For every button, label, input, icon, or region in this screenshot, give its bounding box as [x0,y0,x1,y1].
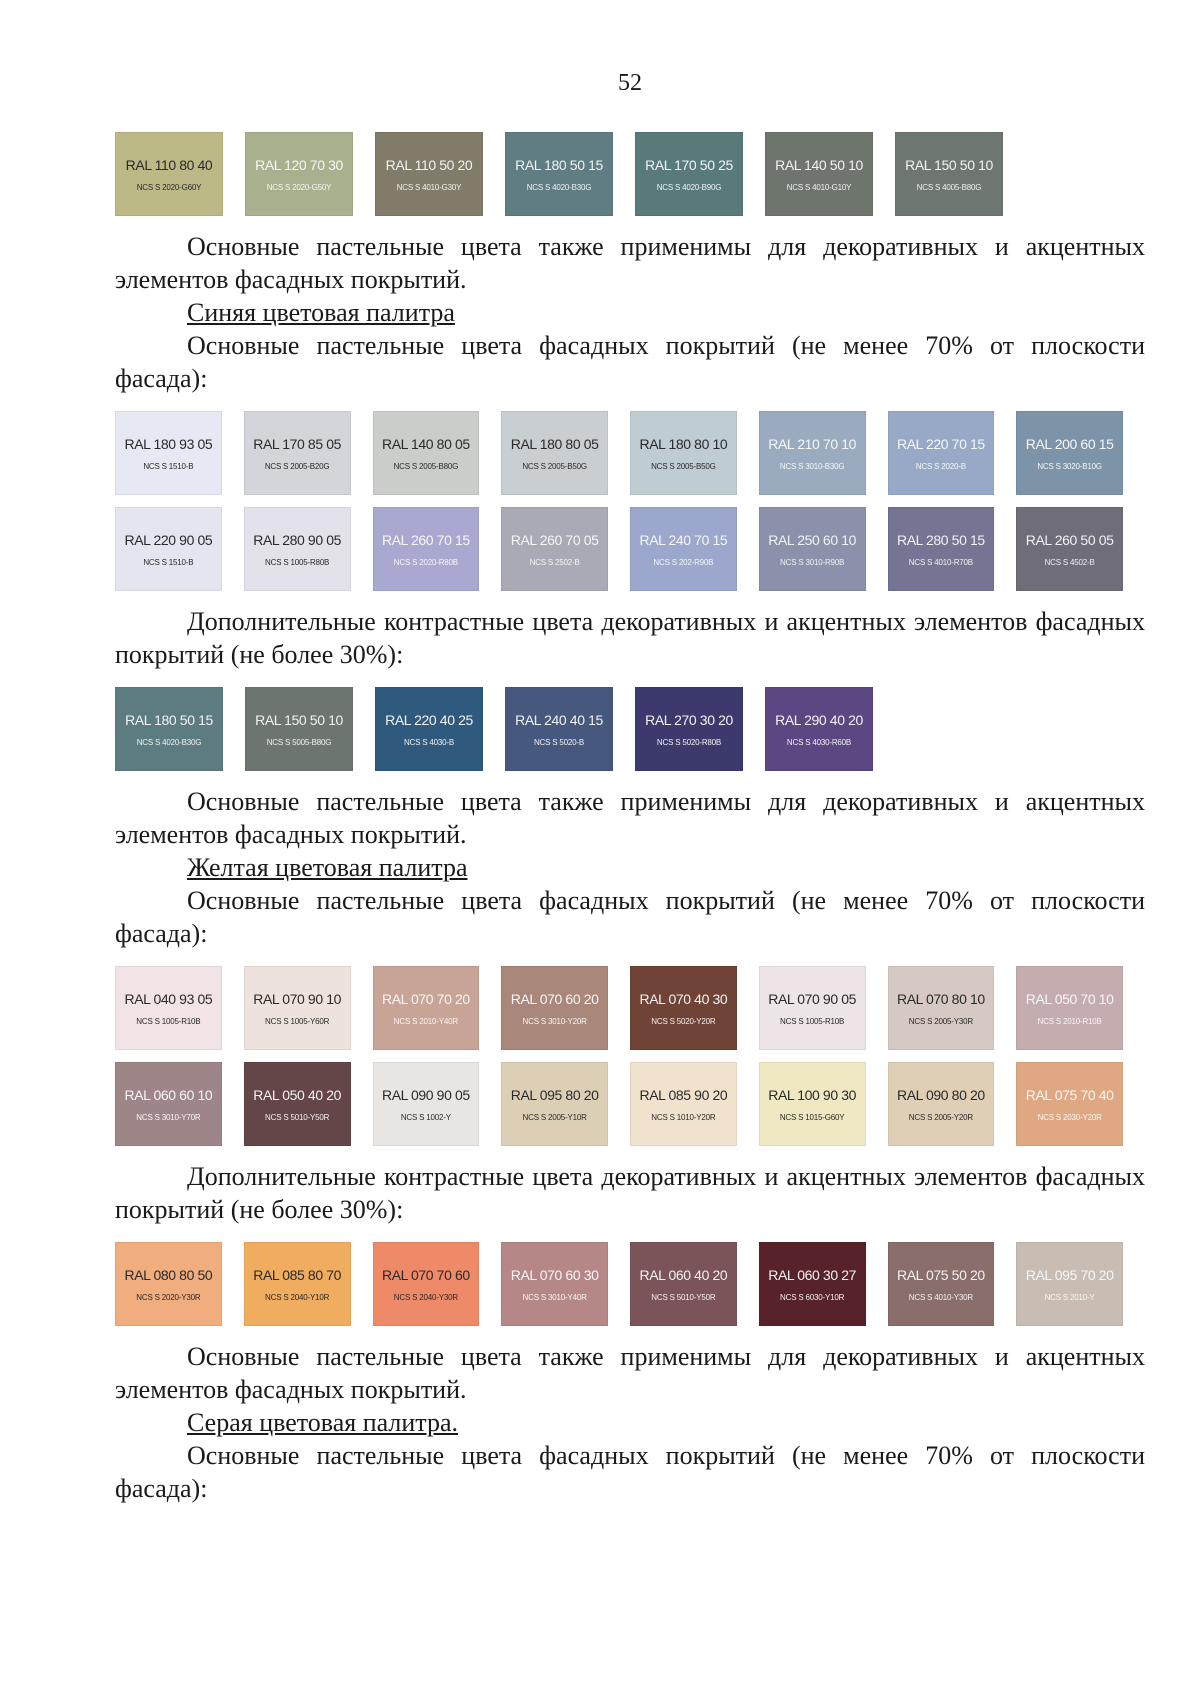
ral-code: RAL 200 60 15 [1025,435,1114,452]
color-swatch [630,1062,737,1146]
ral-code: RAL 180 93 05 [124,435,213,452]
ncs-code: NCS S 4020-B30G [136,737,202,747]
paragraph: Дополнительные контрастные цвета декоративных и акцентных элементов фасадных покрытий (не более 30%): [115,607,1145,669]
ral-code: RAL 210 70 10 [768,435,856,452]
ncs-code: NCS S 2020-R80B [393,557,458,567]
color-swatch [888,507,995,591]
color-swatch [375,132,483,216]
ral-code: RAL 070 40 30 [639,990,728,1007]
ncs-code: NCS S 5020-Y20R [651,1016,716,1026]
ral-code: RAL 220 90 05 [124,531,213,548]
ncs-code: NCS S 1510-B [143,557,194,567]
ral-code: RAL 280 50 15 [897,531,985,548]
ral-code: RAL 070 70 60 [382,1266,470,1283]
color-swatch [1016,1062,1123,1146]
ral-code: RAL 075 70 40 [1025,1086,1114,1103]
ral-code: RAL 280 90 05 [253,531,341,548]
ral-code: RAL 120 70 30 [255,156,343,173]
ral-code: RAL 090 80 20 [897,1086,985,1103]
ncs-code: NCS S 4010-Y30R [908,1292,973,1302]
color-swatch [630,411,737,495]
ncs-code: NCS S 2020-G50Y [266,182,332,192]
ncs-code: NCS S 1005-Y60R [265,1016,330,1026]
color-swatch [373,507,480,591]
ncs-code: NCS S 2020-B [915,461,966,471]
swatch-group [115,132,1145,216]
ncs-code: NCS S 4010-G30Y [396,182,462,192]
ral-code: RAL 270 30 20 [645,711,733,728]
color-swatch [630,1242,737,1326]
color-swatch [630,507,737,591]
color-swatch [630,966,737,1050]
ral-code: RAL 260 70 05 [510,531,599,548]
color-swatch [759,411,866,495]
ral-code: RAL 260 70 15 [382,531,470,548]
ral-code: RAL 070 80 10 [897,990,985,1007]
color-swatch [888,966,995,1050]
color-swatch [888,411,995,495]
swatch-row [115,687,1145,771]
ncs-code: NCS S 2005-B50G [522,461,587,471]
swatch-row [115,507,1145,591]
color-swatch [635,687,743,771]
ncs-code: NCS S 4020-B30G [526,182,592,192]
paragraph: Основные пастельные цвета также применимы для декоративных и акцентных элементов фасадных покрытий. [115,1342,1145,1404]
color-swatch [759,1062,866,1146]
swatch-row [115,411,1145,495]
color-swatch [244,1062,351,1146]
ncs-code: NCS S 2005-B80G [393,461,459,471]
color-swatch [115,966,222,1050]
ncs-code: NCS S 4030-R60B [786,737,852,747]
color-swatch [505,132,613,216]
ral-code: RAL 170 85 05 [253,435,341,452]
color-swatch [1016,1242,1123,1326]
ncs-code: NCS S 3010-R90B [780,557,845,567]
ncs-code: NCS S 4010-G10Y [786,182,852,192]
ral-code: RAL 180 50 15 [125,711,213,728]
ncs-code: NCS S 2005-B50G [651,461,716,471]
ral-code: RAL 085 80 70 [253,1266,341,1283]
ncs-code: NCS S 4005-B80G [916,182,982,192]
ral-code: RAL 080 80 50 [124,1266,213,1283]
swatch-row [115,1062,1145,1146]
color-swatch [245,132,353,216]
section-heading: Серая цветовая палитра. [187,1408,459,1437]
ncs-code: NCS S 1510-B [143,461,194,471]
ncs-code: NCS S 2502-B [529,557,580,567]
ral-code: RAL 060 40 20 [639,1266,728,1283]
color-swatch [759,1242,866,1326]
ral-code: RAL 170 50 25 [645,156,733,173]
ral-code: RAL 140 80 05 [382,435,470,452]
color-swatch [759,966,866,1050]
paragraph: Основные пастельные цвета фасадных покрытий (не менее 70% от плоскости фасада): [115,1441,1145,1503]
ncs-code: NCS S 5005-B80G [266,737,332,747]
document-body [115,132,1145,1505]
ral-code: RAL 095 70 20 [1025,1266,1114,1283]
ncs-code: NCS S 5020-B [533,737,585,747]
ral-code: RAL 075 50 20 [897,1266,985,1283]
color-swatch [244,507,351,591]
ral-code: RAL 220 70 15 [897,435,985,452]
swatch-group [115,411,1145,591]
swatch-group [115,687,1145,771]
section-heading: Желтая цветовая палитра [187,853,468,882]
ral-code: RAL 240 70 15 [639,531,728,548]
color-swatch [115,1242,222,1326]
ncs-code: NCS S 1015-G60Y [779,1112,845,1122]
ncs-code: NCS S 4502-B [1044,557,1095,567]
ncs-code: NCS S 2010-Y [1044,1292,1095,1302]
ncs-code: NCS S 3010-Y20R [522,1016,587,1026]
ral-code: RAL 050 70 10 [1025,990,1114,1007]
ral-code: RAL 110 80 40 [125,156,213,173]
color-swatch [765,687,873,771]
ncs-code: NCS S 1005-R10B [136,1016,201,1026]
ncs-code: NCS S 2040-Y10R [265,1292,330,1302]
ncs-code: NCS S 1005-R80B [265,557,330,567]
color-swatch [115,132,223,216]
color-swatch [115,687,223,771]
ncs-code: NCS S 2005-B20G [264,461,330,471]
page-number: 52 [618,70,642,96]
swatch-row [115,1242,1145,1326]
color-swatch [888,1062,995,1146]
ncs-code: NCS S 1002-Y [400,1112,451,1122]
ncs-code: NCS S 3020-B10G [1037,461,1102,471]
color-swatch [373,1242,480,1326]
color-swatch [501,507,608,591]
swatch-row [115,966,1145,1050]
ncs-code: NCS S 2005-Y10R [522,1112,587,1122]
ncs-code: NCS S 5010-Y50R [265,1112,330,1122]
color-swatch [115,411,222,495]
paragraph: Дополнительные контрастные цвета декоративных и акцентных элементов фасадных покрытий (не более 30%): [115,1162,1145,1224]
color-swatch [505,687,613,771]
ral-code: RAL 180 80 10 [639,435,728,452]
ncs-code: NCS S 4010-R70B [908,557,973,567]
color-swatch [501,966,608,1050]
ral-code: RAL 150 50 10 [255,711,343,728]
ral-code: RAL 290 40 20 [775,711,863,728]
color-swatch [245,687,353,771]
ncs-code: NCS S 2005-Y30R [908,1016,973,1026]
color-swatch [635,132,743,216]
ncs-code: NCS S 4020-B90G [656,182,722,192]
color-swatch [1016,507,1123,591]
ral-code: RAL 070 90 10 [253,990,341,1007]
ncs-code: NCS S 2010-R10B [1037,1016,1102,1026]
ral-code: RAL 060 60 10 [124,1086,213,1103]
ncs-code: NCS S 2020-G60Y [136,182,202,192]
color-swatch [244,966,351,1050]
ral-code: RAL 050 40 20 [253,1086,341,1103]
color-swatch [373,1062,480,1146]
paragraph: Основные пастельные цвета также применимы для декоративных и акцентных элементов фасадных покрытий. [115,787,1145,849]
ral-code: RAL 180 50 15 [515,156,603,173]
color-swatch [1016,966,1123,1050]
paragraph: Основные пастельные цвета фасадных покрытий (не менее 70% от плоскости фасада): [115,331,1145,393]
color-swatch [373,411,480,495]
ral-code: RAL 070 90 05 [768,990,856,1007]
color-swatch [501,1062,608,1146]
ncs-code: NCS S 5010-Y50R [651,1292,716,1302]
ral-code: RAL 060 30 27 [768,1266,856,1283]
ral-code: RAL 180 80 05 [510,435,599,452]
color-swatch [373,966,480,1050]
ral-code: RAL 070 60 30 [510,1266,599,1283]
ral-code: RAL 070 60 20 [510,990,599,1007]
ral-code: RAL 085 90 20 [639,1086,728,1103]
color-swatch [115,507,222,591]
ncs-code: NCS S 1010-Y20R [651,1112,716,1122]
ral-code: RAL 095 80 20 [510,1086,599,1103]
color-swatch [501,411,608,495]
ral-code: RAL 040 93 05 [124,990,213,1007]
ncs-code: NCS S 2020-Y30R [136,1292,201,1302]
ncs-code: NCS S 3010-Y70R [136,1112,201,1122]
ncs-code: NCS S 6030-Y10R [780,1292,845,1302]
color-swatch [375,687,483,771]
color-swatch [759,507,866,591]
ncs-code: NCS S 5020-R80B [656,737,722,747]
ral-code: RAL 240 40 15 [515,711,603,728]
swatch-row [115,132,1145,216]
ncs-code: NCS S 3010-B30G [779,461,845,471]
color-swatch [244,411,351,495]
ncs-code: NCS S 3010-Y40R [522,1292,587,1302]
ral-code: RAL 070 70 20 [382,990,470,1007]
ncs-code: NCS S 4030-B [403,737,455,747]
color-swatch [244,1242,351,1326]
ral-code: RAL 250 60 10 [768,531,856,548]
ncs-code: NCS S 2005-Y20R [908,1112,973,1122]
color-swatch [1016,411,1123,495]
ncs-code: NCS S 202-R90B [653,557,714,567]
paragraph: Основные пастельные цвета фасадных покрытий (не менее 70% от плоскости фасада): [115,886,1145,948]
ncs-code: NCS S 2040-Y30R [393,1292,458,1302]
color-swatch [115,1062,222,1146]
swatch-group [115,966,1145,1146]
swatch-group [115,1242,1145,1326]
ncs-code: NCS S 2010-Y40R [393,1016,458,1026]
paragraph: Основные пастельные цвета также применимы для декоративных и акцентных элементов фасадных покрытий. [115,232,1145,294]
color-swatch [765,132,873,216]
color-swatch [895,132,1003,216]
color-swatch [501,1242,608,1326]
ral-code: RAL 100 90 30 [768,1086,856,1103]
ral-code: RAL 220 40 25 [385,711,473,728]
ral-code: RAL 140 50 10 [775,156,863,173]
ral-code: RAL 110 50 20 [385,156,473,173]
ral-code: RAL 260 50 05 [1025,531,1114,548]
section-heading: Синяя цветовая палитра [187,298,455,327]
ncs-code: NCS S 2030-Y20R [1037,1112,1102,1122]
ral-code: RAL 090 90 05 [382,1086,470,1103]
ncs-code: NCS S 1005-R10B [780,1016,845,1026]
color-swatch [888,1242,995,1326]
ral-code: RAL 150 50 10 [905,156,993,173]
